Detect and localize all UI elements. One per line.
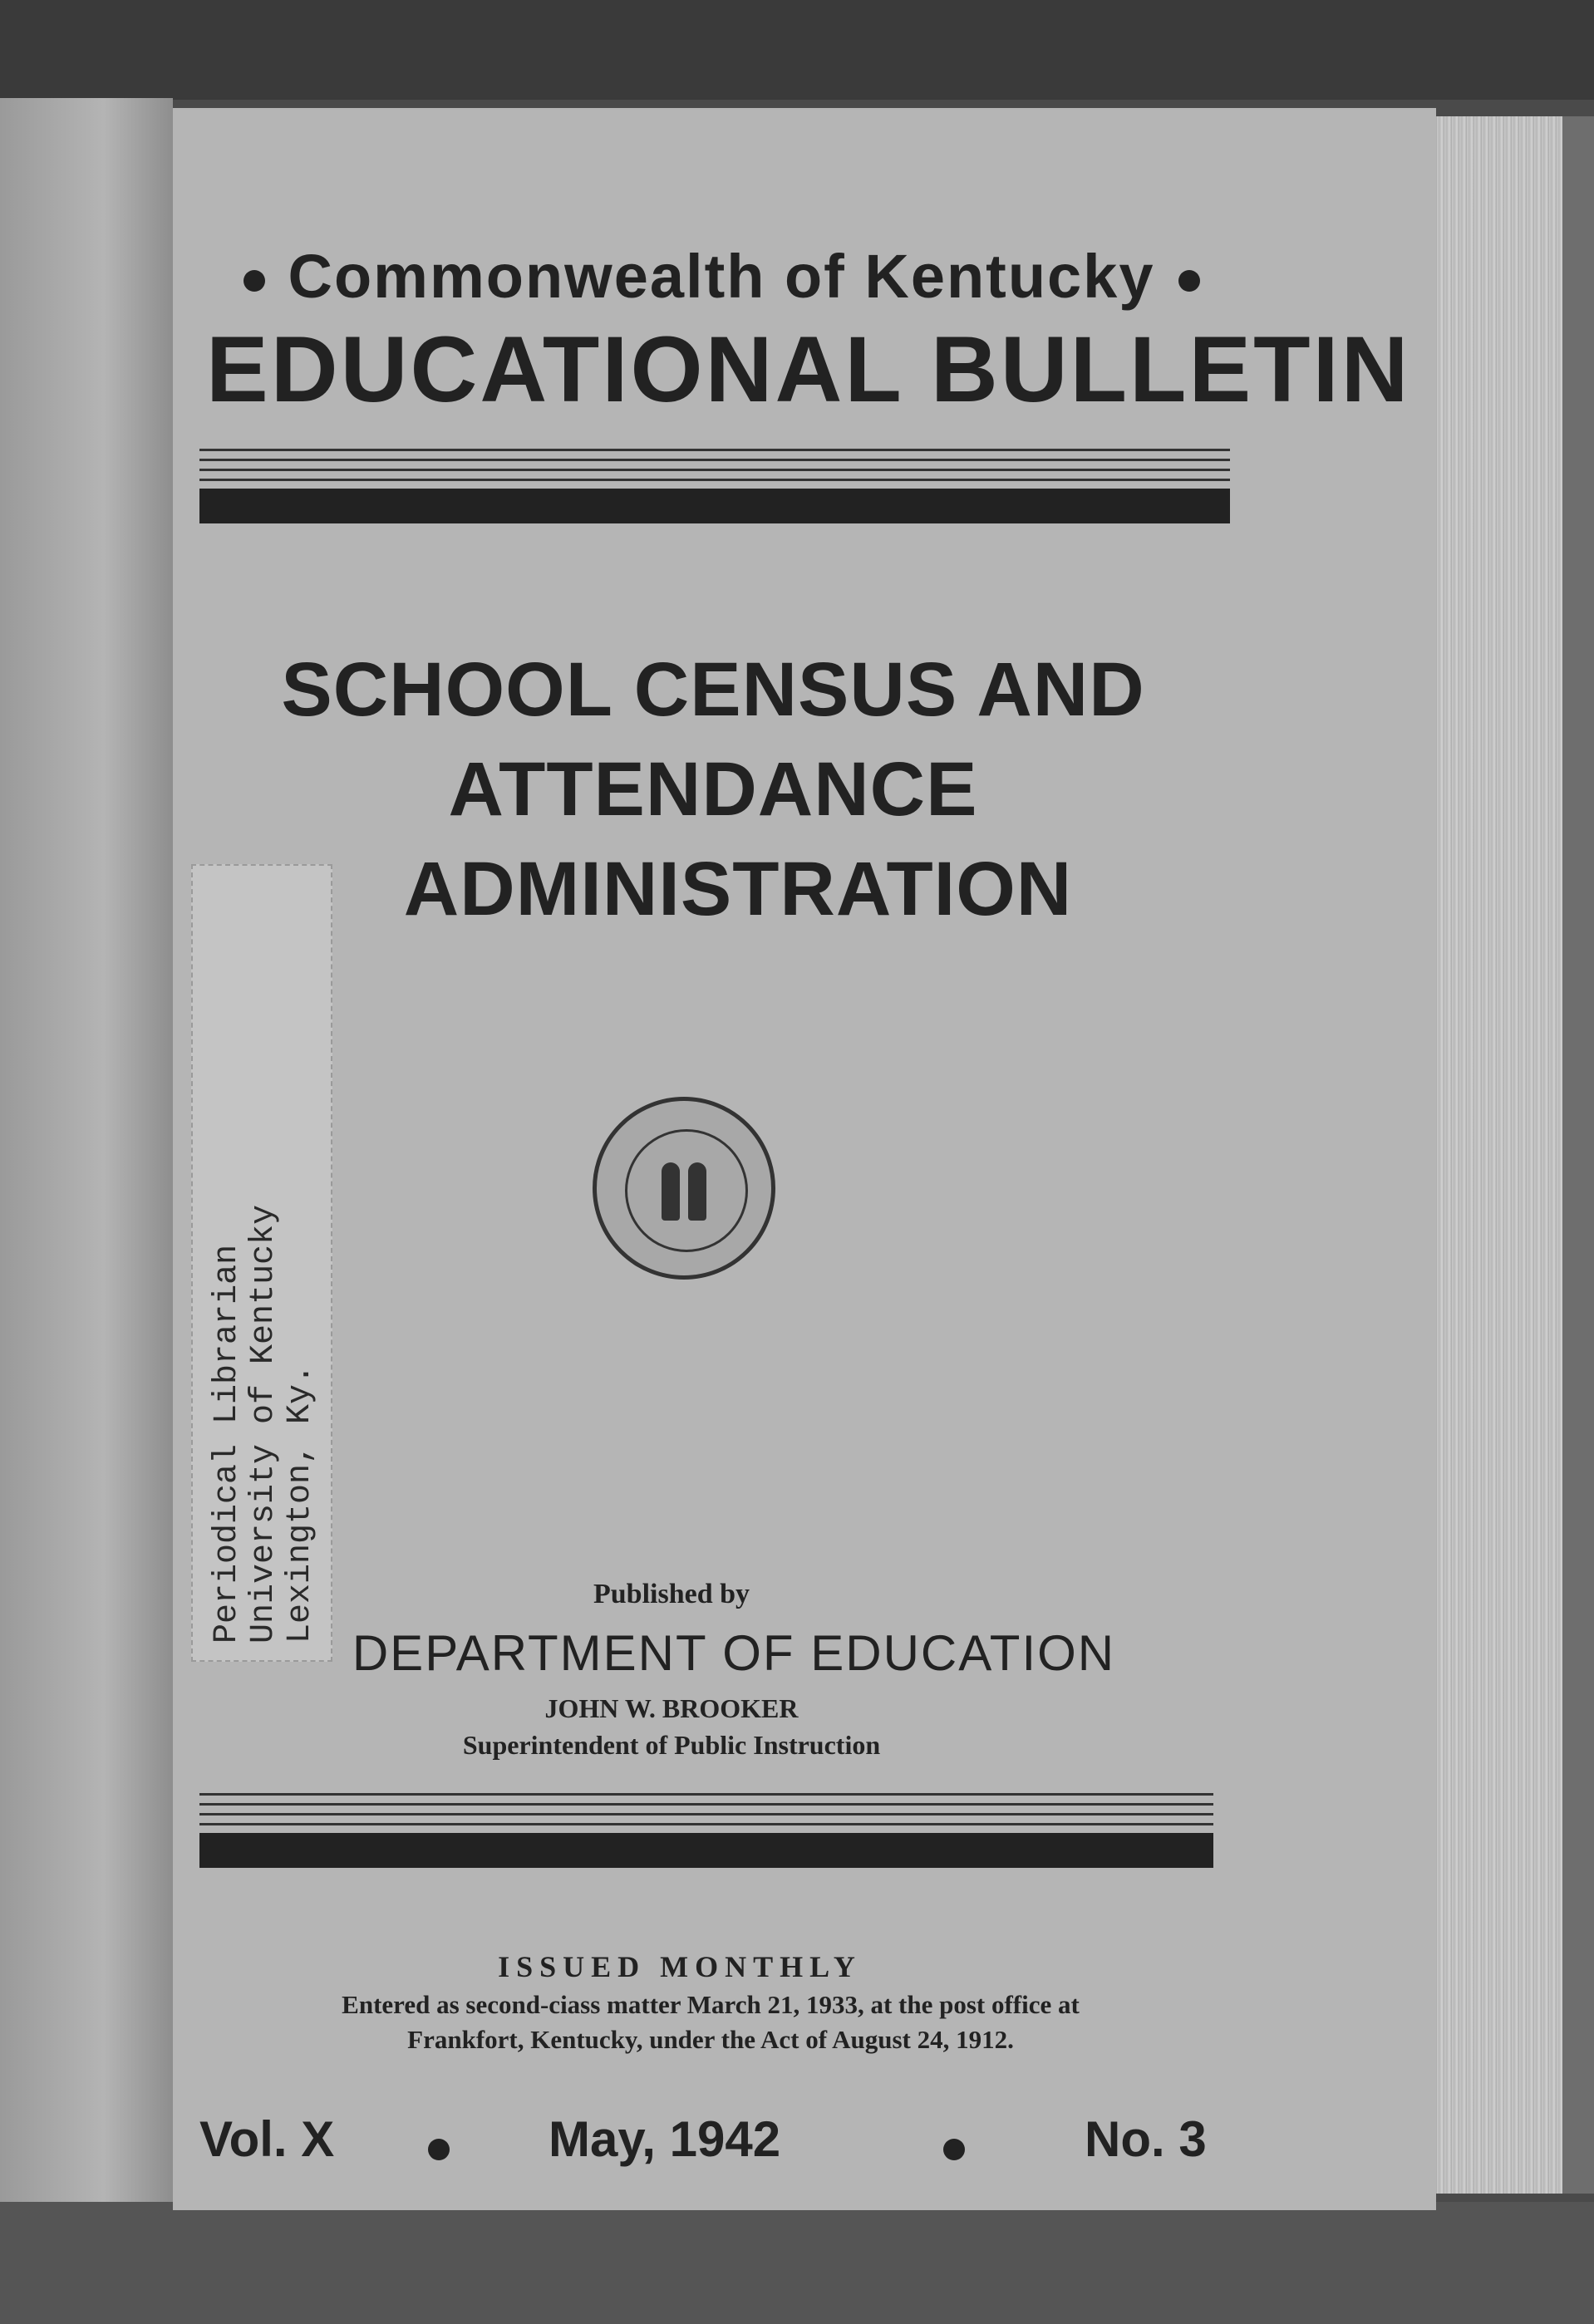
masthead-state bbox=[206, 241, 1237, 312]
scan-background-top bbox=[0, 0, 1594, 100]
issued-monthly: ISSUED MONTHLY bbox=[498, 1950, 862, 1983]
top-rule bbox=[199, 449, 1230, 523]
mailing-notice bbox=[199, 1987, 1222, 2057]
masthead-state-text: Commonwealth of Kentucky bbox=[288, 242, 1155, 311]
department-name: DEPARTMENT OF EDUCATION bbox=[352, 1625, 1116, 1681]
volume: Vol. X bbox=[199, 2111, 335, 2167]
title-line-3: ADMINISTRATION bbox=[403, 847, 1073, 931]
title-line-1: SCHOOL CENSUS AND bbox=[281, 647, 1145, 732]
library-label-line-3: Lexington, Ky. bbox=[282, 1363, 319, 1644]
bullet-icon bbox=[428, 2139, 450, 2160]
mailing-notice-line-2: Frankfort, Kentucky, under the Act of August 24, 1912. bbox=[407, 2025, 1014, 2054]
binding-edge bbox=[1562, 116, 1594, 2194]
issue-number: No. 3 bbox=[1085, 2111, 1207, 2167]
bullet-icon bbox=[244, 270, 265, 292]
bullet-icon bbox=[943, 2139, 965, 2160]
facing-page bbox=[0, 98, 173, 2225]
issue-info bbox=[199, 2110, 1222, 2194]
title-line-2: ATTENDANCE bbox=[448, 747, 978, 832]
bottom-rule bbox=[199, 1793, 1213, 1868]
issue-date: May, 1942 bbox=[549, 2111, 781, 2167]
superintendent-name: JOHN W. BROOKER bbox=[544, 1693, 799, 1723]
library-label-line-2: University of Kentucky bbox=[245, 1204, 283, 1644]
scan-background-bottom bbox=[0, 2202, 1594, 2324]
bulletin-cover bbox=[173, 108, 1436, 2210]
library-label bbox=[191, 864, 332, 1662]
kentucky-seal-icon bbox=[593, 1097, 775, 1280]
superintendent-title: Superintendent of Public Instruction bbox=[462, 1730, 881, 1760]
published-by: Published by bbox=[593, 1579, 750, 1609]
mailing-notice-line-1: Entered as second-ciass matter March 21, 1933, at the post office at bbox=[342, 1990, 1080, 2019]
library-label-line-1: Periodical Librarian bbox=[209, 1244, 246, 1644]
document-title bbox=[173, 640, 1253, 939]
bullet-icon bbox=[1178, 270, 1200, 292]
bulletin-title: EDUCATIONAL BULLETIN bbox=[206, 317, 1411, 421]
